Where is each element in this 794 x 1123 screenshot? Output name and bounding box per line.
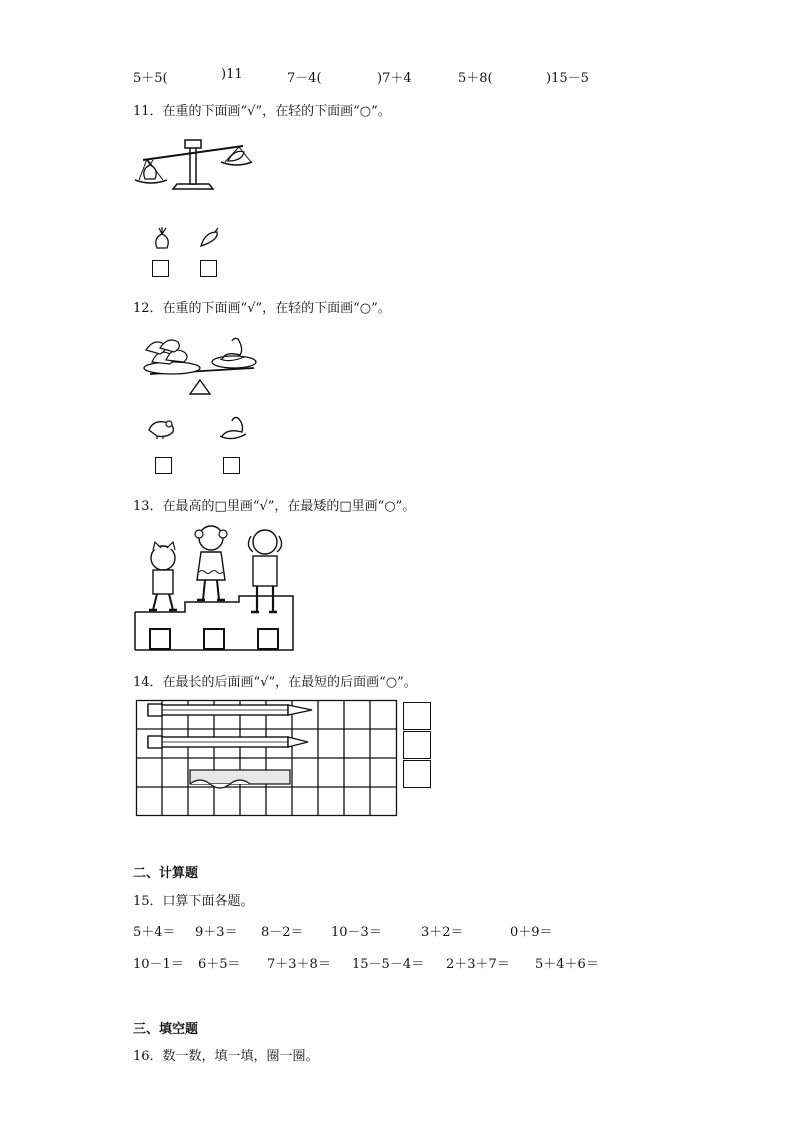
compare-c-right: )15－5 — [546, 71, 589, 86]
question-15: 15．口算下面各题。 — [133, 894, 254, 909]
balance-scale-image — [133, 132, 253, 192]
pencil-long-2 — [148, 736, 308, 748]
calc-2-4: 15－5－4＝ — [352, 957, 425, 972]
calc-1-4: 10－3＝ — [331, 925, 382, 940]
compare-b-left: 7－4( — [287, 71, 322, 86]
question-12: 12．在重的下面画“√”，在轻的下面画“○”。 — [133, 301, 391, 316]
compare-a-left: 5＋5( — [133, 71, 168, 86]
radish-icon — [152, 226, 174, 250]
question-16: 16．数一数，填一填，圈一圈。 — [133, 1049, 319, 1064]
compare-b-right: )7＋4 — [377, 71, 412, 86]
swan-icon — [218, 412, 248, 442]
calc-1-5: 3＋2＝ — [421, 925, 464, 940]
calc-2-2: 6＋5＝ — [198, 957, 241, 972]
length-grid-image — [136, 700, 398, 818]
seesaw-scale-image — [142, 328, 262, 400]
answer-box-row3[interactable] — [403, 760, 431, 788]
chicken-icon — [145, 416, 177, 440]
calc-1-2: 9＋3＝ — [195, 925, 238, 940]
pencil-long-1 — [148, 704, 312, 716]
calc-2-6: 5＋4＋6＝ — [535, 957, 599, 972]
calc-2-5: 2＋3＋7＝ — [446, 957, 510, 972]
question-13: 13．在最高的□里画“√”，在最矮的□里画“○”。 — [133, 499, 416, 514]
answer-box-cat[interactable] — [149, 628, 171, 650]
section-3-heading: 三、填空题 — [133, 1022, 199, 1037]
answer-box-monkey[interactable] — [203, 628, 225, 650]
calc-1-3: 8－2＝ — [261, 925, 304, 940]
answer-box-row1[interactable] — [403, 702, 431, 730]
answer-box-radish[interactable] — [152, 260, 169, 277]
answer-box-chicken[interactable] — [155, 457, 172, 474]
question-14: 14．在最长的后面画“√”，在最短的后面画“○”。 — [133, 675, 417, 690]
section-2-heading: 二、计算题 — [133, 866, 199, 881]
eggplant-icon — [198, 226, 222, 250]
answer-box-eggplant[interactable] — [200, 260, 217, 277]
compare-a-right: )11 — [221, 67, 243, 82]
answer-box-swan[interactable] — [223, 457, 240, 474]
question-11: 11．在重的下面画“√”，在轻的下面画“○”。 — [133, 104, 391, 119]
answer-box-row2[interactable] — [403, 731, 431, 759]
calc-1-6: 0＋9＝ — [510, 925, 553, 940]
compare-c-left: 5＋8( — [458, 71, 493, 86]
calc-2-3: 7＋3＋8＝ — [267, 957, 331, 972]
calc-2-1: 10－1＝ — [133, 957, 184, 972]
answer-box-dog[interactable] — [257, 628, 279, 650]
calc-1-1: 5＋4＝ — [133, 925, 176, 940]
